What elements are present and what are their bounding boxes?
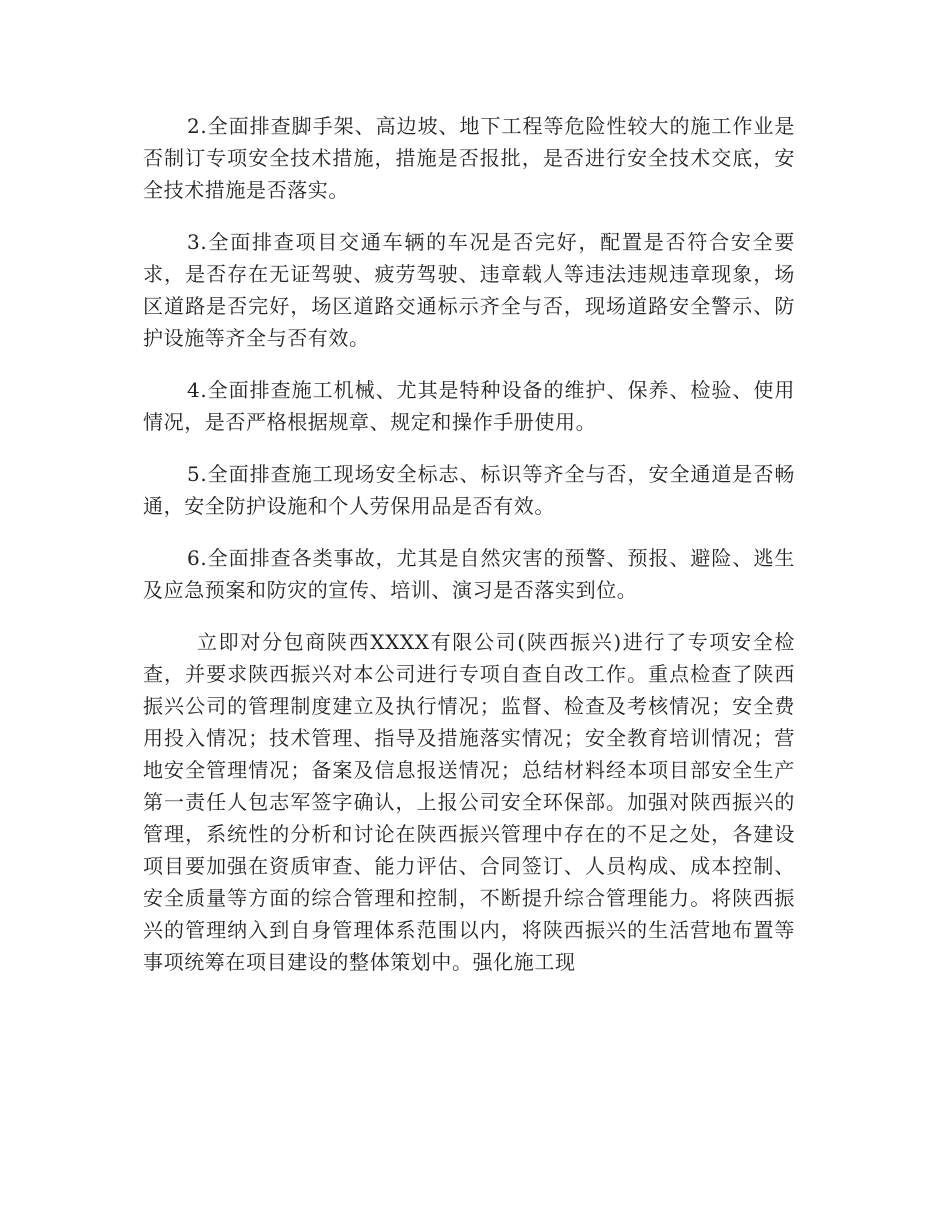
paragraph-site-signs-check: 5.全面排查施工现场安全标志、标识等齐全与否，安全通道是否畅通，安全防护设施和个人劳保用品是否有效。 xyxy=(143,462,795,518)
paragraph-disaster-check: 6.全面排查各类事故，尤其是自然灾害的预警、预报、避险、逃生及应急预案和防灾的宣传、培训、演习是否落实到位。 xyxy=(143,546,795,602)
document-page xyxy=(143,110,795,998)
paragraph-scaffold-check: 2.全面排查脚手架、高边坡、地下工程等危险性较大的施工作业是否制订专项安全技术措施，措施是否报批，是否进行安全技术交底，安全技术措施是否落实。 xyxy=(143,114,795,202)
paragraph-subcontractor-inspection: 立即对分包商陕西XXXX有限公司(陕西振兴)进行了专项安全检查，并要求陕西振兴对本公司进行专项自查自改工作。重点检查了陕西振兴公司的管理制度建立及执行情况；监督、检查及考核情况；安全费用投入情况；技术管理、指导及措施落实情况；安全教育培训情况；营地安全管理情况；备案及信息报送情况；总结材料经本项目部安全生产第一责任人包志军签字确认，上报公司安全环保部。加强对陕西振兴的管理，系统性的分析和讨论在陕西振兴管理中存在的不足之处，各建设项目要加强在资质审查、能力评估、合同签订、人员构成、成本控制、安全质量等方面的综合管理和控制，不断提升综合管理能力。将陕西振兴的管理纳入到自身管理体系范围以内，将陕西振兴的生活营地布置等事项统筹在项目建设的整体策划中。强化施工现 xyxy=(143,630,795,974)
paragraph-vehicle-check: 3.全面排查项目交通车辆的车况是否完好，配置是否符合安全要求，是否存在无证驾驶、疲劳驾驶、违章载人等违法违规违章现象，场区道路是否完好，场区道路交通标示齐全与否，现场道路安全警示、防护设施等齐全与否有效。 xyxy=(143,230,795,350)
paragraph-machinery-check: 4.全面排查施工机械、尤其是特种设备的维护、保养、检验、使用情况，是否严格根据规章、规定和操作手册使用。 xyxy=(143,378,795,434)
